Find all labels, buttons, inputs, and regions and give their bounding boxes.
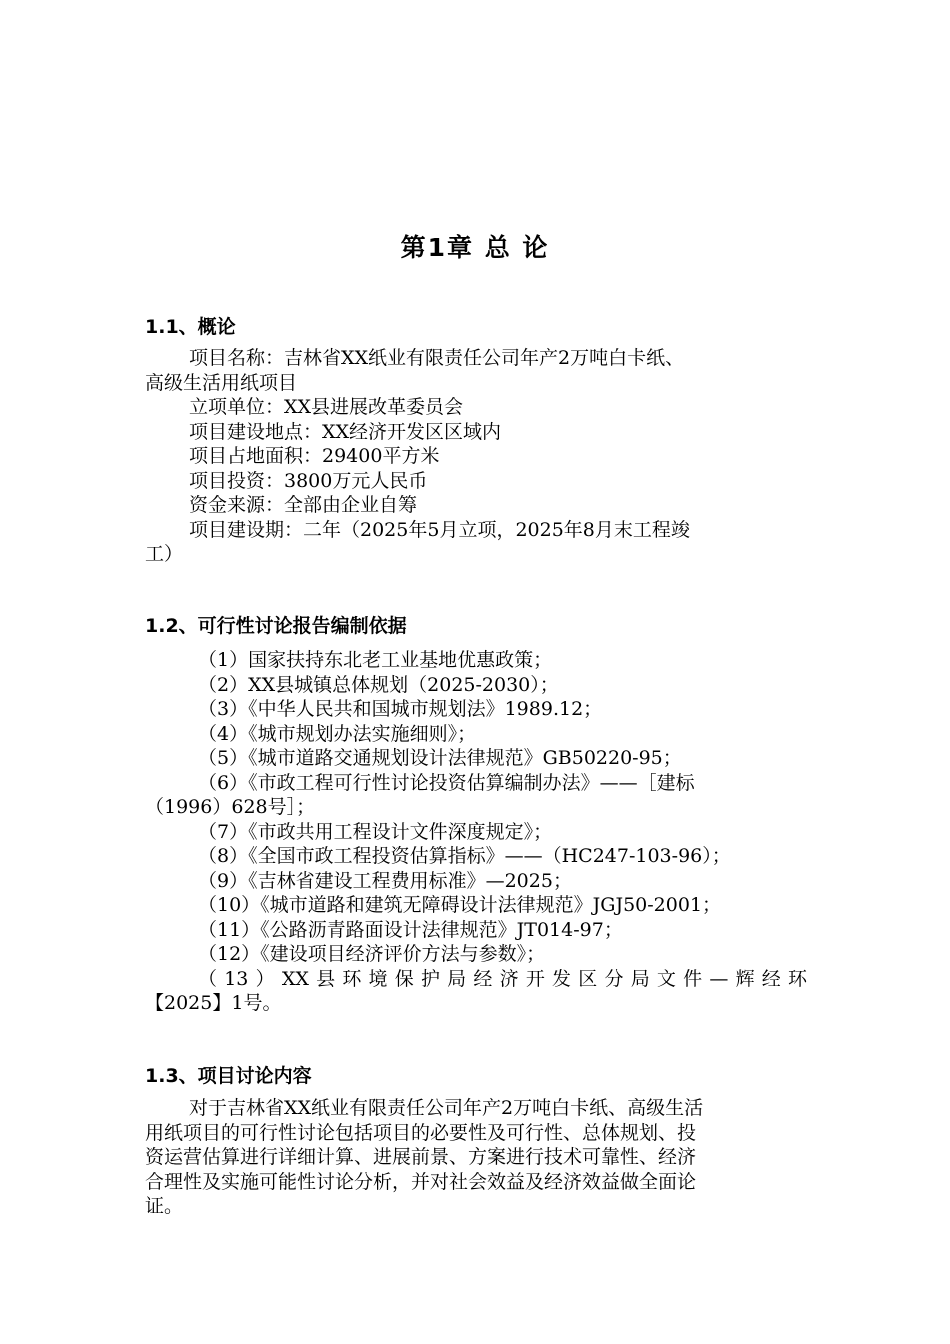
research-content-paragraph [145,1096,807,1219]
basis-item-8: （8）《全国市政工程投资估算指标》——（HC247-103-96）； [198,845,731,867]
approval-unit-line: 立项单位：XX县进展改革委员会 [189,396,464,418]
basis-item-9: （9）《吉林省建设工程费用标准》—2025； [198,869,572,892]
basis-item-7: （7）《市政共用工程设计文件深度规定》； [198,820,553,843]
basis-item-10: （10）《城市道路和建筑无障碍设计法律规范》JGJ50-2001； [198,894,722,916]
basis-item-6-cont: （1996）628号］； [145,796,316,818]
basis-item-1: （1）国家扶持东北老工业基地优惠政策； [198,649,553,671]
land-area-line: 项目占地面积：29400平方米 [189,445,440,467]
basis-item-12: （12）《建设项目经济评价方法与参数》； [198,943,546,965]
construction-period-line: 项目建设期：二年（2025年5月立项，2025年8月末工程竣 [189,518,690,541]
basis-list [145,648,807,1016]
basis-item-13: （13）XX县环境保护局经济开发区分局文件—辉经环 [198,967,807,990]
basis-item-11: （11）《公路沥青路面设计法律规范》JT014-97； [198,918,623,941]
basis-item-13-cont: 【2025】1号。 [145,992,282,1014]
funding-source-line: 资金来源：全部由企业自筹 [189,494,418,516]
section-heading-1-1: 1.1、概论 [145,316,236,338]
construction-period-line-cont: 工） [145,543,184,565]
basis-item-4: （4）《城市规划办法实施细则》； [198,722,477,745]
research-line-5: 证。 [145,1195,184,1217]
project-name-line-cont: 高级生活用纸项目 [145,371,298,394]
chapter-title: 第1章 总 论 [400,233,550,262]
overview-paragraph [145,346,807,567]
research-line-1: 对于吉林省XX纸业有限责任公司年产2万吨白卡纸、高级生活 [189,1097,704,1119]
basis-item-5: （5）《城市道路交通规划设计法律规范》GB50220-95； [198,747,682,769]
investment-line: 项目投资：3800万元人民币 [189,469,428,492]
research-line-4: 合理性及实施可能性讨论分析，并对社会效益及经济效益做全面论 [145,1170,697,1193]
basis-item-2: （2）XX县城镇总体规划（2025-2030）； [198,673,559,696]
basis-item-6: （6）《市政工程可行性讨论投资估算编制办法》——［建标 [198,771,695,794]
research-line-2: 用纸项目的可行性讨论包括项目的必要性及可行性、总体规划、投 [145,1121,697,1144]
basis-item-3: （3）《中华人民共和国城市规划法》1989.12； [198,698,603,720]
site-location-line: 项目建设地点：XX经济开发区区域内 [189,420,502,443]
section-heading-1-2: 1.2、可行性讨论报告编制依据 [145,615,407,637]
research-line-3: 资运营估算进行详细计算、进展前景、方案进行技术可靠性、经济 [145,1146,697,1168]
project-name-line: 项目名称：吉林省XX纸业有限责任公司年产2万吨白卡纸、 [189,347,685,369]
section-heading-1-3: 1.3、项目讨论内容 [145,1065,312,1087]
